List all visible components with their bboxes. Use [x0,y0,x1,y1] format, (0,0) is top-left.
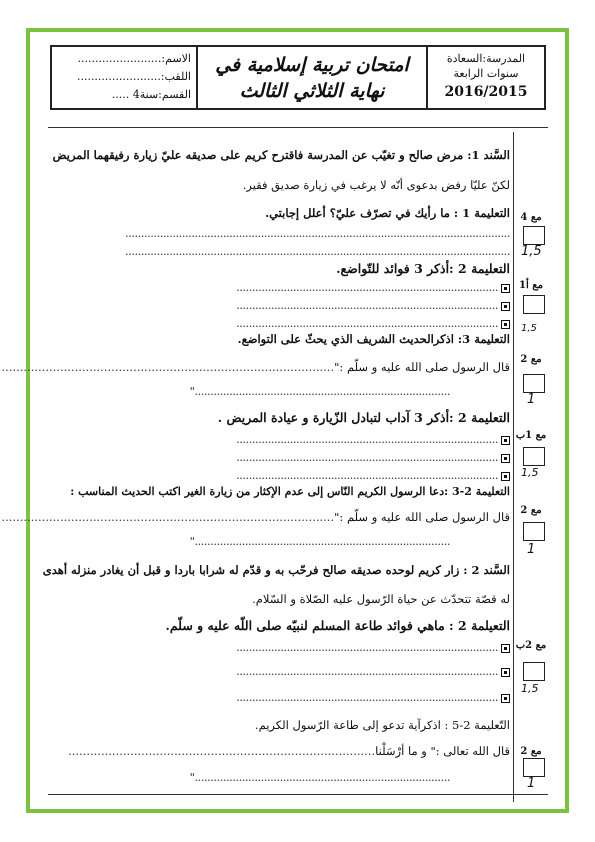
score-box[interactable] [523,758,545,777]
score-mark: 1 [527,542,536,557]
score-mark: 1 [527,392,536,407]
task2-label: التعليمة 2 :أذكر 3 فوائد للتّواضع. [336,261,510,276]
criterion-label: مع 4 [520,212,542,223]
answer-line[interactable]: ................................................................................... [48,640,510,654]
task1-label: التعليمة 1 : ما رأيك في تصرّف عليّ؟ أعلل إجابتي. [265,206,510,220]
criterion-label: مع 2ب [515,640,547,651]
score-box[interactable] [523,226,545,245]
task4-label: التعليمة 2 :أذكر 3 آداب لتبادل الزّيارة و عيادة المريض . [217,410,510,425]
bullet-icon [501,284,510,293]
score-mark: 1,5 [521,244,542,259]
answer-line[interactable]: .......................................................................................................................... [125,226,510,240]
student-name-field[interactable]: الاسم:........................ [77,52,191,65]
answer-line[interactable]: ................................................................................... [48,298,510,312]
score-box[interactable] [523,447,545,466]
school-level: سنوات الرابعة [453,67,519,80]
answer-line[interactable]: ................................................................................... [48,664,510,678]
bullet-icon [501,454,510,463]
sanad1-line2: لكنّ عليّا رفض بدعوى أنّه لا يرغب في زيارة صديق فقير. [242,178,510,192]
criterion-label: مع 2 [520,505,542,516]
criterion-label: مع 1ب [515,430,547,441]
quote-close: " [189,534,195,548]
sanad1-line1: السَّند 1: مرض صالح و تغيّب عن المدرسة فاقترح كريم على صديقه عليّ زيارة رفيقهما المريض [52,148,510,162]
quote-close: " [189,770,195,784]
school-info [426,47,544,108]
hadith2-line1[interactable]: قال الرسول صلى الله عليه و سلّم :"........................................................................................... [1,510,510,524]
bottom-divider [48,794,548,795]
exam-header [50,45,546,110]
student-info [52,47,196,108]
criterion-label: مع 2 [520,746,542,757]
task7-label: التّعليمة 2-5 : اذكرآية تدعو إلى طاعة الرّسول الكريم. [254,718,510,732]
bullet-icon [501,694,510,703]
grading-margin-line [513,132,514,802]
task5-label: التعليمة 2-3 :دعا الرسول الكريم النّاس إلى عدم الإكثار من زيارة الغير اكتب الحديث المناسب : [70,485,510,498]
sanad2-line1: السَّند 2 : زار كريم لوحده صديقه صالح فرحّب به و قدّم له شرابا باردا و قبل أن يغادر منزله أهدى [42,563,510,577]
exam-title-line1: امتحان تربية إسلامية في [215,54,409,76]
criterion-label: مع 2 [520,354,542,365]
bullet-icon [501,668,510,677]
hadith2-prefix: قال الرسول صلى الله عليه و سلّم :" [334,510,510,524]
hadith2-line2[interactable]: ................................................................................." [189,534,450,548]
score-mark: 1,5 [521,323,537,334]
quote-close: " [189,384,195,398]
school-year: 2016/2015 [444,84,528,100]
score-box[interactable] [523,662,545,681]
score-mark: 1,5 [521,682,539,695]
answer-line[interactable]: ................................................................................... [48,432,510,446]
answer-line[interactable]: ................................................................................... [48,468,510,482]
verse-line2[interactable]: ................................................................................." [189,770,450,784]
answer-line[interactable]: ................................................................................... [48,450,510,464]
task6-label: التعيلمة 2 : ماهي فوائد طاعة المسلم لنبيّه صلى اللّه عليه و سلّم. [165,618,510,633]
bullet-icon [501,320,510,329]
school-name: المدرسة:السعادة [446,52,526,65]
score-box[interactable] [523,522,545,541]
hadith-prefix: قال الرسول صلى الله عليه و سلّم :" [334,360,510,374]
exam-title [196,47,426,108]
hadith-line2[interactable]: ................................................................................." [189,384,450,398]
score-mark: 1,5 [521,466,539,479]
answer-line[interactable]: .......................................................................................................................... [125,244,510,258]
task3-label: التعليمة 3: اذكرالحديث الشريف الذي يحثّ على التواضع. [237,332,510,346]
top-divider [48,127,548,128]
bullet-icon [501,302,510,311]
sanad2-line2: له قصّة تتحدّث عن حياة الرّسول عليه الصّلاة و السّلام. [252,592,510,606]
exam-title-line2: نهاية الثلاثي الثالث [239,80,385,102]
answer-line[interactable]: ................................................................................... [48,316,510,330]
hadith-line1[interactable]: قال الرسول صلى الله عليه و سلّم :"........................................................................................... [1,360,510,374]
answer-line[interactable]: ................................................................................... [48,280,510,294]
student-class-field[interactable]: القسم:سنة4 ..... [111,88,191,101]
verse-prefix: قال الله تعالى :" و ما أرْسَلْنا [375,744,510,758]
bullet-icon [501,436,510,445]
answer-line[interactable]: ................................................................................... [48,690,510,704]
student-surname-field[interactable]: اللقب:........................ [76,70,191,83]
score-box[interactable] [523,374,545,393]
bullet-icon [501,472,510,481]
bullet-icon [501,644,510,653]
criterion-label: مع أ1 [519,280,543,291]
score-box[interactable] [523,295,545,314]
verse-line1[interactable]: قال الله تعالى :" و ما أرْسَلْنا.................................................................................... [68,744,510,758]
score-mark: 1 [527,776,536,791]
